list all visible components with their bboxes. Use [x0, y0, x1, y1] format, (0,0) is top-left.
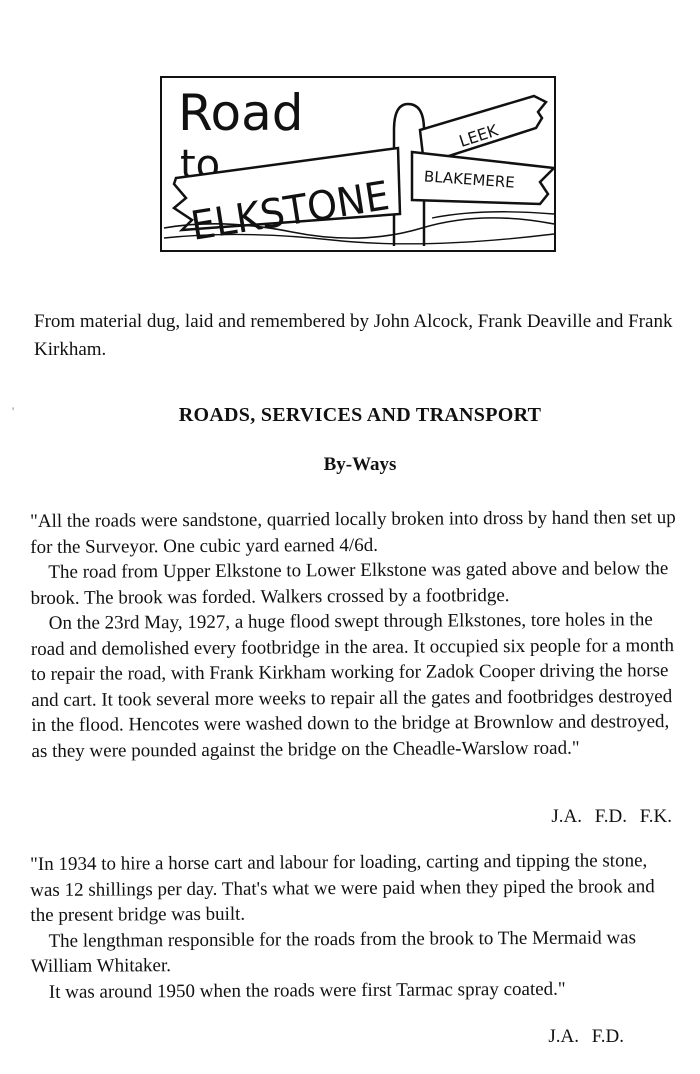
- sign-title-elkstone: ELKSTONE: [187, 171, 403, 250]
- sign-arm-leek: LEEK: [456, 120, 501, 151]
- paragraph: The road from Upper Elkstone to Lower Elkstone was gated above and below the brook. The brook was forded. Walkers crossed by a footbridge.: [30, 558, 669, 609]
- quote-block-2: [30, 848, 679, 1005]
- signpost-illustration: [160, 76, 556, 252]
- sign-title-road: Road: [178, 84, 304, 142]
- credit-line: From material dug, laid and remembered by John Alcock, Frank Deaville and Frank Kirkham.: [34, 311, 673, 360]
- paragraph: The lengthman responsible for the roads from the brook to The Mermaid was William Whitaker.: [30, 926, 637, 977]
- signature-initials: J.A. F.D. F.K.: [551, 806, 672, 827]
- paragraph: "All the roads were sandstone, quarried locally broken into dross by hand then set up for the Surveyor. One cubic yard earned 4/6d.: [30, 507, 676, 558]
- margin-mark: ': [12, 404, 15, 418]
- paragraph: "In 1934 to hire a horse cart and labour for loading, carting and tipping the stone, was 12 shillings per day. That's what we were paid when they piped the brook and the present bridge was built.: [30, 850, 655, 926]
- section-subheading: By-Ways: [323, 454, 397, 475]
- sign-arm-blakemere: BLAKEMERE: [423, 167, 516, 192]
- signpost-drawing: [162, 78, 554, 250]
- section-heading: ROADS, SERVICES AND TRANSPORT: [178, 404, 542, 426]
- paragraph: On the 23rd May, 1927, a huge flood swept through Elkstones, tore holes in the road and demolished every footbridge in the area. It occupied six people for a month to repair the road, with Frank Kirkham working for Zadok Cooper driving the horse and cart. It took several more weeks to repair all the gates and footbridges destroyed in the flood. Hencotes were washed down to the bridge at Brownlow and destroyed, as they were pounded against the bridge on the Cheadle-Warslow road.": [30, 609, 675, 762]
- sign-title-to: to: [180, 142, 221, 188]
- signature-initials: J.A. F.D.: [548, 1026, 624, 1047]
- hill-line: [432, 212, 554, 218]
- paragraph: It was around 1950 when the roads were first Tarmac spray coated.": [48, 978, 566, 1003]
- quote-block-1: [30, 505, 680, 764]
